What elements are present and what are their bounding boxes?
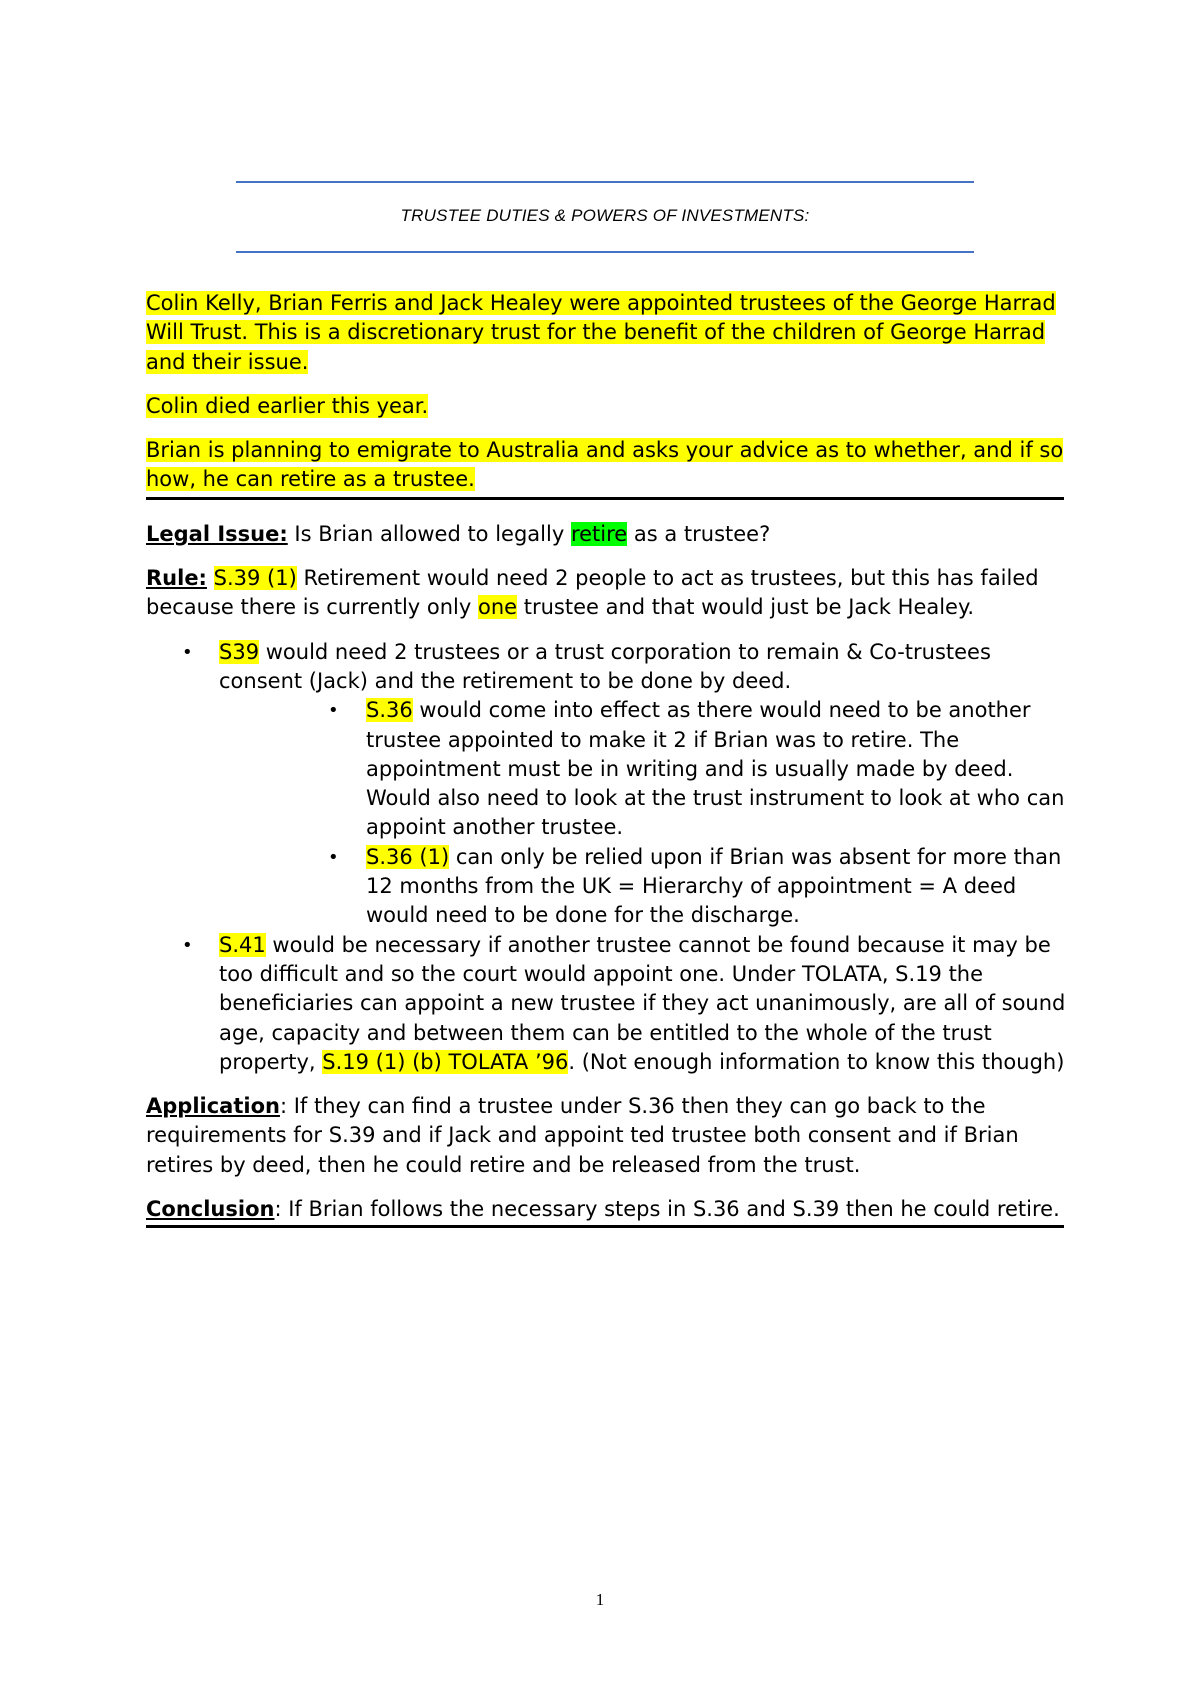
rule-text-before: Retirement would need 2 people to act as trustees, but this has failed because there is currently only [146,566,1039,620]
legal-issue-paragraph [146,520,1066,549]
rule-bullet-list [146,638,1066,1077]
title-bottom-rule [236,251,974,253]
bullet-icon: • [182,934,193,956]
application-text: : If they can find a trustee under S.36 then they can go back to the requirements for S.39 and if Jack and appoint ted trustee both consent and if Brian retires by deed, then he could retire and be released from the trust. [146,1094,1019,1177]
conclusion-text: : If Brian follows the necessary steps in S.36 and S.39 then he could retire. [274,1197,1060,1222]
application-label: Application [146,1094,280,1119]
bullet-text-after: . (Not enough information to know this though) [568,1049,1065,1074]
bullet-text: would be necessary if another trustee cannot be found because it may be too difficult and so the court would appoint one. Under TOLATA, S.19 the beneficiaries can appoint a new trustee if they act unanimously, are all of sound age, capacity and between them can be entitled to the whole of the trust property, [219,932,1066,1074]
page-number: 1 [595,1590,605,1609]
rule-paragraph [146,564,1066,623]
rule-highlight: one [477,595,518,620]
scenario-paragraph-2 [146,392,1066,421]
conclusion-paragraph [146,1195,1066,1224]
scenario-text-3: Brian is planning to emigrate to Australia and asks your advice as to whether, and if so how, he can retire as a trustee. [146,438,1064,492]
list-item [146,931,1066,1077]
application-paragraph [146,1092,1066,1180]
bullet-icon: • [182,641,193,663]
list-item [146,843,1066,931]
rule-text-after: trustee and that would just be Jack Healey. [517,595,975,620]
scenario-paragraph-1 [146,289,1066,377]
section-divider [146,497,1064,500]
bullet-section: S.36 [366,698,413,723]
bullet-text: would need 2 trustees or a trust corporation to remain & Co-trustees consent (Jack) and the retirement to be done by deed. [219,639,991,693]
legal-issue-text-before: Is Brian allowed to legally [287,521,571,546]
conclusion-label: Conclusion [146,1197,275,1222]
list-item [146,638,1066,697]
scenario-paragraph-3 [146,436,1066,495]
list-item [146,696,1066,842]
bullet-text: can only be relied upon if Brian was absent for more than 12 months from the UK = Hierarchy of appointment = A deed would need to be done for the discharge. [366,844,1062,928]
bullet-citation: S.19 (1) (b) TOLATA ’96 [322,1049,569,1074]
bullet-text: would come into effect as there would need to be another trustee appointed to make it 2 if Brian was to retire. The appointment must be in writing and is usually made by deed. Would also need to look at the trust instrument to look at who can appoint another trustee. [366,698,1065,840]
bullet-icon: • [328,700,339,722]
title-top-rule [236,181,974,183]
legal-issue-highlight: retire [570,521,628,546]
bullet-section: S.41 [219,932,266,957]
bullet-icon: • [328,846,339,868]
legal-issue-text-after: as a trustee? [627,521,771,546]
document-body [146,289,1066,1248]
document-title: TRUSTEE DUTIES & POWERS OF INVESTMENTS: [400,206,810,225]
scenario-text-1: Colin Kelly, Brian Ferris and Jack Healey were appointed trustees of the George Harrad Will Trust. This is a discretionary trust for the benefit of the children of George Harrad and their issue. [146,291,1056,374]
bullet-section: S.36 (1) [366,844,450,869]
end-divider [146,1225,1064,1228]
rule-label: Rule: [146,566,207,591]
rule-section: S.39 (1) [213,566,297,591]
bullet-section: S39 [219,639,260,664]
scenario-text-2: Colin died earlier this year. [146,393,429,418]
legal-issue-label: Legal Issue: [146,521,288,546]
